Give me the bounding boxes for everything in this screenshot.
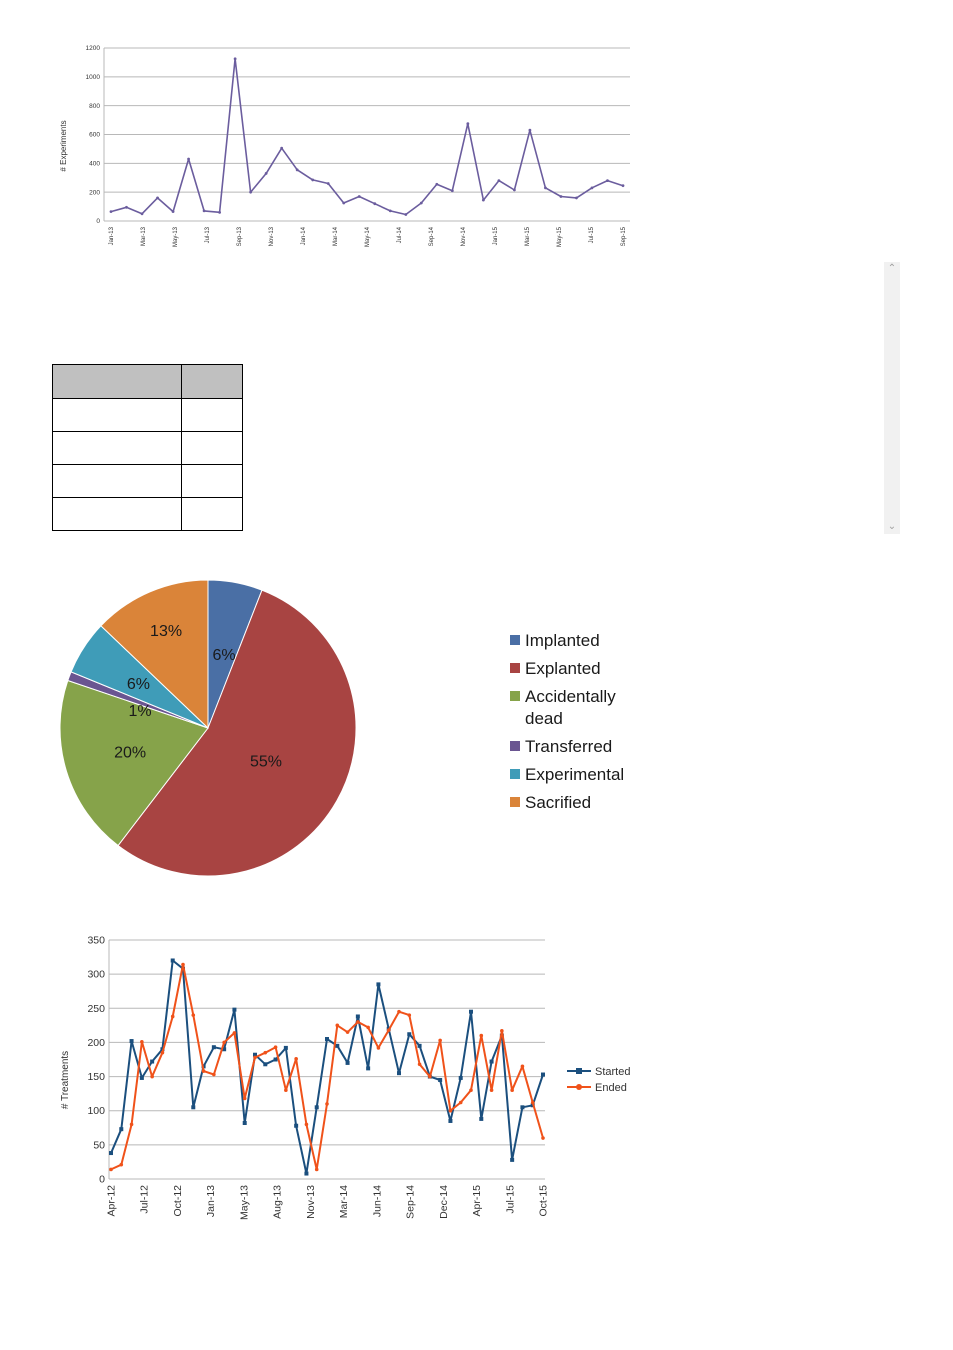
- y-tick-label: 400: [89, 160, 100, 168]
- data-point: [130, 1039, 134, 1043]
- data-point: [541, 1073, 545, 1077]
- table-row: [53, 432, 243, 465]
- data-point: [346, 1030, 350, 1034]
- table-cell: [53, 432, 182, 465]
- y-tick-label: 350: [87, 934, 105, 947]
- data-point: [171, 1015, 175, 1019]
- data-point: [191, 1105, 195, 1109]
- data-point: [418, 1044, 422, 1048]
- series-line: [111, 59, 623, 215]
- y-tick-label: 0: [96, 218, 100, 226]
- data-point: [459, 1076, 463, 1080]
- treatments-line-chart: [0, 920, 660, 1240]
- y-tick-label: 150: [87, 1071, 105, 1084]
- legend-marker: [576, 1084, 582, 1090]
- table-cell: [53, 365, 182, 399]
- legend-label: Started: [595, 1066, 631, 1078]
- legend-swatch: [510, 691, 520, 701]
- x-tick-label: May-13: [238, 1185, 251, 1221]
- x-tick-label: May-15: [557, 227, 563, 248]
- data-point: [119, 1127, 123, 1131]
- pie-slices: [60, 580, 356, 876]
- y-tick-label: 100: [87, 1105, 105, 1118]
- data-point: [435, 183, 438, 186]
- data-point: [622, 184, 625, 187]
- legend-marker: [576, 1068, 582, 1074]
- x-tick-label: Jul-14: [397, 227, 403, 244]
- x-tick-label: Sep-15: [621, 227, 627, 247]
- data-point: [172, 210, 175, 213]
- table-cell: [53, 498, 182, 531]
- x-tick-label: Sep-14: [429, 227, 435, 247]
- data-point: [497, 179, 500, 182]
- data-point: [376, 982, 380, 986]
- data-point: [397, 1071, 401, 1075]
- data-point: [366, 1026, 370, 1030]
- data-point: [232, 1008, 236, 1012]
- data-point: [591, 186, 594, 189]
- data-point: [140, 1040, 144, 1044]
- empty-table: [52, 364, 243, 531]
- vertical-scrollbar[interactable]: [884, 262, 900, 534]
- data-point: [466, 122, 469, 125]
- series-line: [111, 965, 543, 1170]
- data-point: [284, 1088, 288, 1092]
- data-point: [274, 1058, 278, 1062]
- experiments-line-chart: [0, 0, 660, 260]
- data-point: [490, 1060, 494, 1064]
- data-point: [233, 1031, 237, 1035]
- data-point: [109, 1151, 113, 1155]
- y-tick-label: 1000: [85, 74, 100, 81]
- x-tick-label: Oct-12: [171, 1185, 184, 1217]
- legend-label: dead: [525, 709, 563, 728]
- data-point: [356, 1014, 360, 1018]
- data-point: [448, 1119, 452, 1123]
- data-point: [234, 57, 237, 60]
- status-pie-chart: [40, 560, 660, 900]
- x-tick-label: Dec-14: [437, 1185, 450, 1219]
- x-tick-label: Jul-13: [205, 227, 211, 244]
- data-point: [294, 1124, 298, 1128]
- data-point: [263, 1062, 267, 1066]
- data-point: [141, 212, 144, 215]
- x-tick-label: Oct-15: [537, 1185, 550, 1217]
- treatments-legend: [567, 1066, 630, 1094]
- table-cell: [182, 465, 243, 498]
- legend-label: Accidentally: [525, 687, 616, 706]
- data-point: [119, 1163, 123, 1167]
- x-tick-label: Nov-13: [269, 227, 275, 247]
- x-tick-label: Sep-13: [237, 227, 243, 247]
- data-point: [469, 1010, 473, 1014]
- data-point: [389, 210, 392, 213]
- y-tick-label: 250: [87, 1002, 105, 1015]
- y-tick-label: 200: [89, 189, 100, 197]
- pie-percent-label: 6%: [212, 647, 236, 664]
- data-point: [438, 1078, 442, 1082]
- experiments-gridlines: [104, 48, 630, 221]
- table-row: [53, 399, 243, 432]
- data-point: [387, 1028, 391, 1032]
- y-tick-label: 200: [87, 1036, 105, 1049]
- data-point: [150, 1060, 154, 1064]
- data-point: [325, 1102, 329, 1106]
- experiments-x-ticks: [109, 226, 627, 247]
- pie-legend: [510, 631, 624, 812]
- y-tick-label: 300: [87, 968, 105, 981]
- series-line: [111, 961, 543, 1174]
- data-point: [356, 1020, 360, 1024]
- x-tick-label: Jan-15: [493, 227, 499, 246]
- data-point: [280, 147, 283, 150]
- table-header-row: [53, 365, 243, 399]
- legend-label: Sacrified: [525, 793, 592, 812]
- data-point: [479, 1117, 483, 1121]
- data-point: [109, 1168, 113, 1172]
- data-point: [327, 182, 330, 185]
- data-point: [513, 189, 516, 192]
- data-point: [449, 1109, 453, 1113]
- data-point: [479, 1034, 483, 1038]
- treatments-y-axis-label: # Treatments: [60, 1050, 71, 1110]
- data-point: [315, 1168, 319, 1172]
- data-point: [110, 210, 113, 213]
- data-point: [265, 172, 268, 175]
- x-tick-label: May-13: [173, 227, 179, 248]
- legend-label: Transferred: [525, 737, 613, 756]
- data-point: [529, 129, 532, 132]
- data-point: [284, 1046, 288, 1050]
- x-tick-label: Apr-12: [105, 1185, 118, 1217]
- data-point: [304, 1172, 308, 1176]
- data-point: [187, 158, 190, 161]
- data-point: [294, 1057, 298, 1061]
- data-point: [335, 1024, 339, 1028]
- data-point: [451, 189, 454, 192]
- data-point: [500, 1029, 504, 1033]
- experiments-y-ticks: [86, 45, 101, 225]
- data-point: [482, 199, 485, 202]
- data-point: [171, 958, 175, 962]
- data-point: [243, 1097, 247, 1101]
- data-point: [218, 211, 221, 214]
- x-tick-label: Jul-15: [589, 227, 595, 244]
- x-tick-label: Jul-15: [504, 1185, 517, 1214]
- table-cell: [53, 399, 182, 432]
- data-point: [202, 1069, 206, 1073]
- data-point: [335, 1044, 339, 1048]
- experiments-y-axis-label: # Experiments: [59, 120, 68, 172]
- data-point: [305, 1123, 309, 1127]
- table-cell: [182, 399, 243, 432]
- x-tick-label: Jan-13: [109, 227, 115, 246]
- y-tick-label: 1200: [85, 45, 100, 53]
- data-point: [418, 1062, 422, 1066]
- data-point: [253, 1056, 257, 1060]
- data-point: [428, 1075, 432, 1079]
- data-point: [296, 168, 299, 171]
- data-point: [377, 1046, 381, 1050]
- x-tick-label: Mar-13: [141, 227, 147, 247]
- legend-swatch: [510, 663, 520, 673]
- x-tick-label: Aug-13: [271, 1185, 284, 1219]
- data-point: [407, 1032, 411, 1036]
- data-point: [510, 1158, 514, 1162]
- data-point: [531, 1101, 535, 1105]
- table-cell: [182, 498, 243, 531]
- data-point: [404, 213, 407, 216]
- data-point: [156, 197, 159, 200]
- data-point: [560, 195, 563, 198]
- data-point: [125, 206, 128, 209]
- data-point: [438, 1039, 442, 1043]
- data-point: [212, 1073, 216, 1077]
- treatments-gridlines: [109, 940, 545, 1179]
- pie-percent-label: 1%: [128, 703, 152, 720]
- table-cell: [182, 365, 243, 399]
- data-point: [203, 210, 206, 213]
- legend-swatch: [510, 769, 520, 779]
- x-tick-label: Mar-15: [525, 227, 531, 247]
- data-point: [358, 195, 361, 198]
- pie-percent-label: 13%: [150, 623, 183, 641]
- treatments-series: [109, 958, 545, 1175]
- x-tick-label: Jul-12: [138, 1185, 151, 1214]
- data-point: [490, 1088, 494, 1092]
- y-tick-label: 0: [99, 1173, 105, 1186]
- data-point: [575, 197, 578, 200]
- legend-label: Implanted: [525, 631, 600, 650]
- data-point: [325, 1037, 329, 1041]
- data-point: [420, 202, 423, 205]
- data-point: [397, 1010, 401, 1014]
- data-point: [315, 1105, 319, 1109]
- y-tick-label: 600: [89, 131, 100, 139]
- legend-label: Ended: [595, 1082, 627, 1094]
- x-tick-label: Nov-14: [461, 227, 467, 247]
- data-point: [520, 1105, 524, 1109]
- legend-label: Experimental: [525, 765, 625, 784]
- data-point: [510, 1088, 514, 1092]
- x-tick-label: Nov-13: [304, 1185, 317, 1219]
- data-point: [459, 1101, 463, 1105]
- x-tick-label: Sep-14: [404, 1185, 417, 1219]
- pie-percent-label: 20%: [114, 744, 147, 762]
- data-point: [130, 1123, 134, 1127]
- data-point: [161, 1051, 165, 1055]
- y-tick-label: 50: [93, 1139, 105, 1152]
- legend-swatch: [510, 741, 520, 751]
- table-cell: [182, 432, 243, 465]
- data-point: [243, 1121, 247, 1125]
- x-tick-label: May-14: [365, 227, 371, 248]
- x-tick-label: Jan-14: [301, 227, 307, 246]
- legend-swatch: [510, 635, 520, 645]
- data-point: [544, 186, 547, 189]
- data-point: [140, 1076, 144, 1080]
- legend-swatch: [510, 797, 520, 807]
- data-point: [521, 1065, 525, 1069]
- legend-label: Explanted: [525, 659, 601, 678]
- data-point: [373, 202, 376, 205]
- data-point: [606, 179, 609, 182]
- table-row: [53, 465, 243, 498]
- scroll-up-arrow-icon[interactable]: ⌃: [887, 263, 897, 274]
- data-point: [222, 1041, 226, 1045]
- data-point: [342, 202, 345, 205]
- pie-percent-label: 55%: [250, 753, 283, 771]
- table-cell: [53, 465, 182, 498]
- scroll-down-arrow-icon[interactable]: ⌄: [887, 521, 897, 532]
- treatments-x-ticks: [106, 1185, 550, 1220]
- table-row: [53, 498, 243, 531]
- data-point: [212, 1045, 216, 1049]
- x-tick-label: Mar-14: [333, 227, 339, 247]
- x-tick-label: Jan-13: [205, 1185, 218, 1218]
- treatments-y-ticks: [87, 935, 105, 1186]
- pie-percent-label: 6%: [126, 675, 151, 693]
- data-point: [469, 1088, 473, 1092]
- data-point: [263, 1051, 267, 1055]
- y-tick-label: 800: [89, 102, 100, 110]
- data-point: [150, 1075, 154, 1079]
- data-point: [346, 1061, 350, 1065]
- x-tick-label: Apr-15: [471, 1185, 484, 1217]
- data-point: [274, 1045, 278, 1049]
- x-tick-label: Jun-14: [371, 1185, 384, 1218]
- x-tick-label: Mar-14: [338, 1185, 351, 1219]
- data-point: [366, 1066, 370, 1070]
- data-point: [249, 191, 252, 194]
- data-point: [181, 963, 185, 967]
- data-point: [191, 1013, 195, 1017]
- data-point: [407, 1013, 411, 1017]
- data-point: [311, 179, 314, 182]
- data-point: [541, 1136, 545, 1140]
